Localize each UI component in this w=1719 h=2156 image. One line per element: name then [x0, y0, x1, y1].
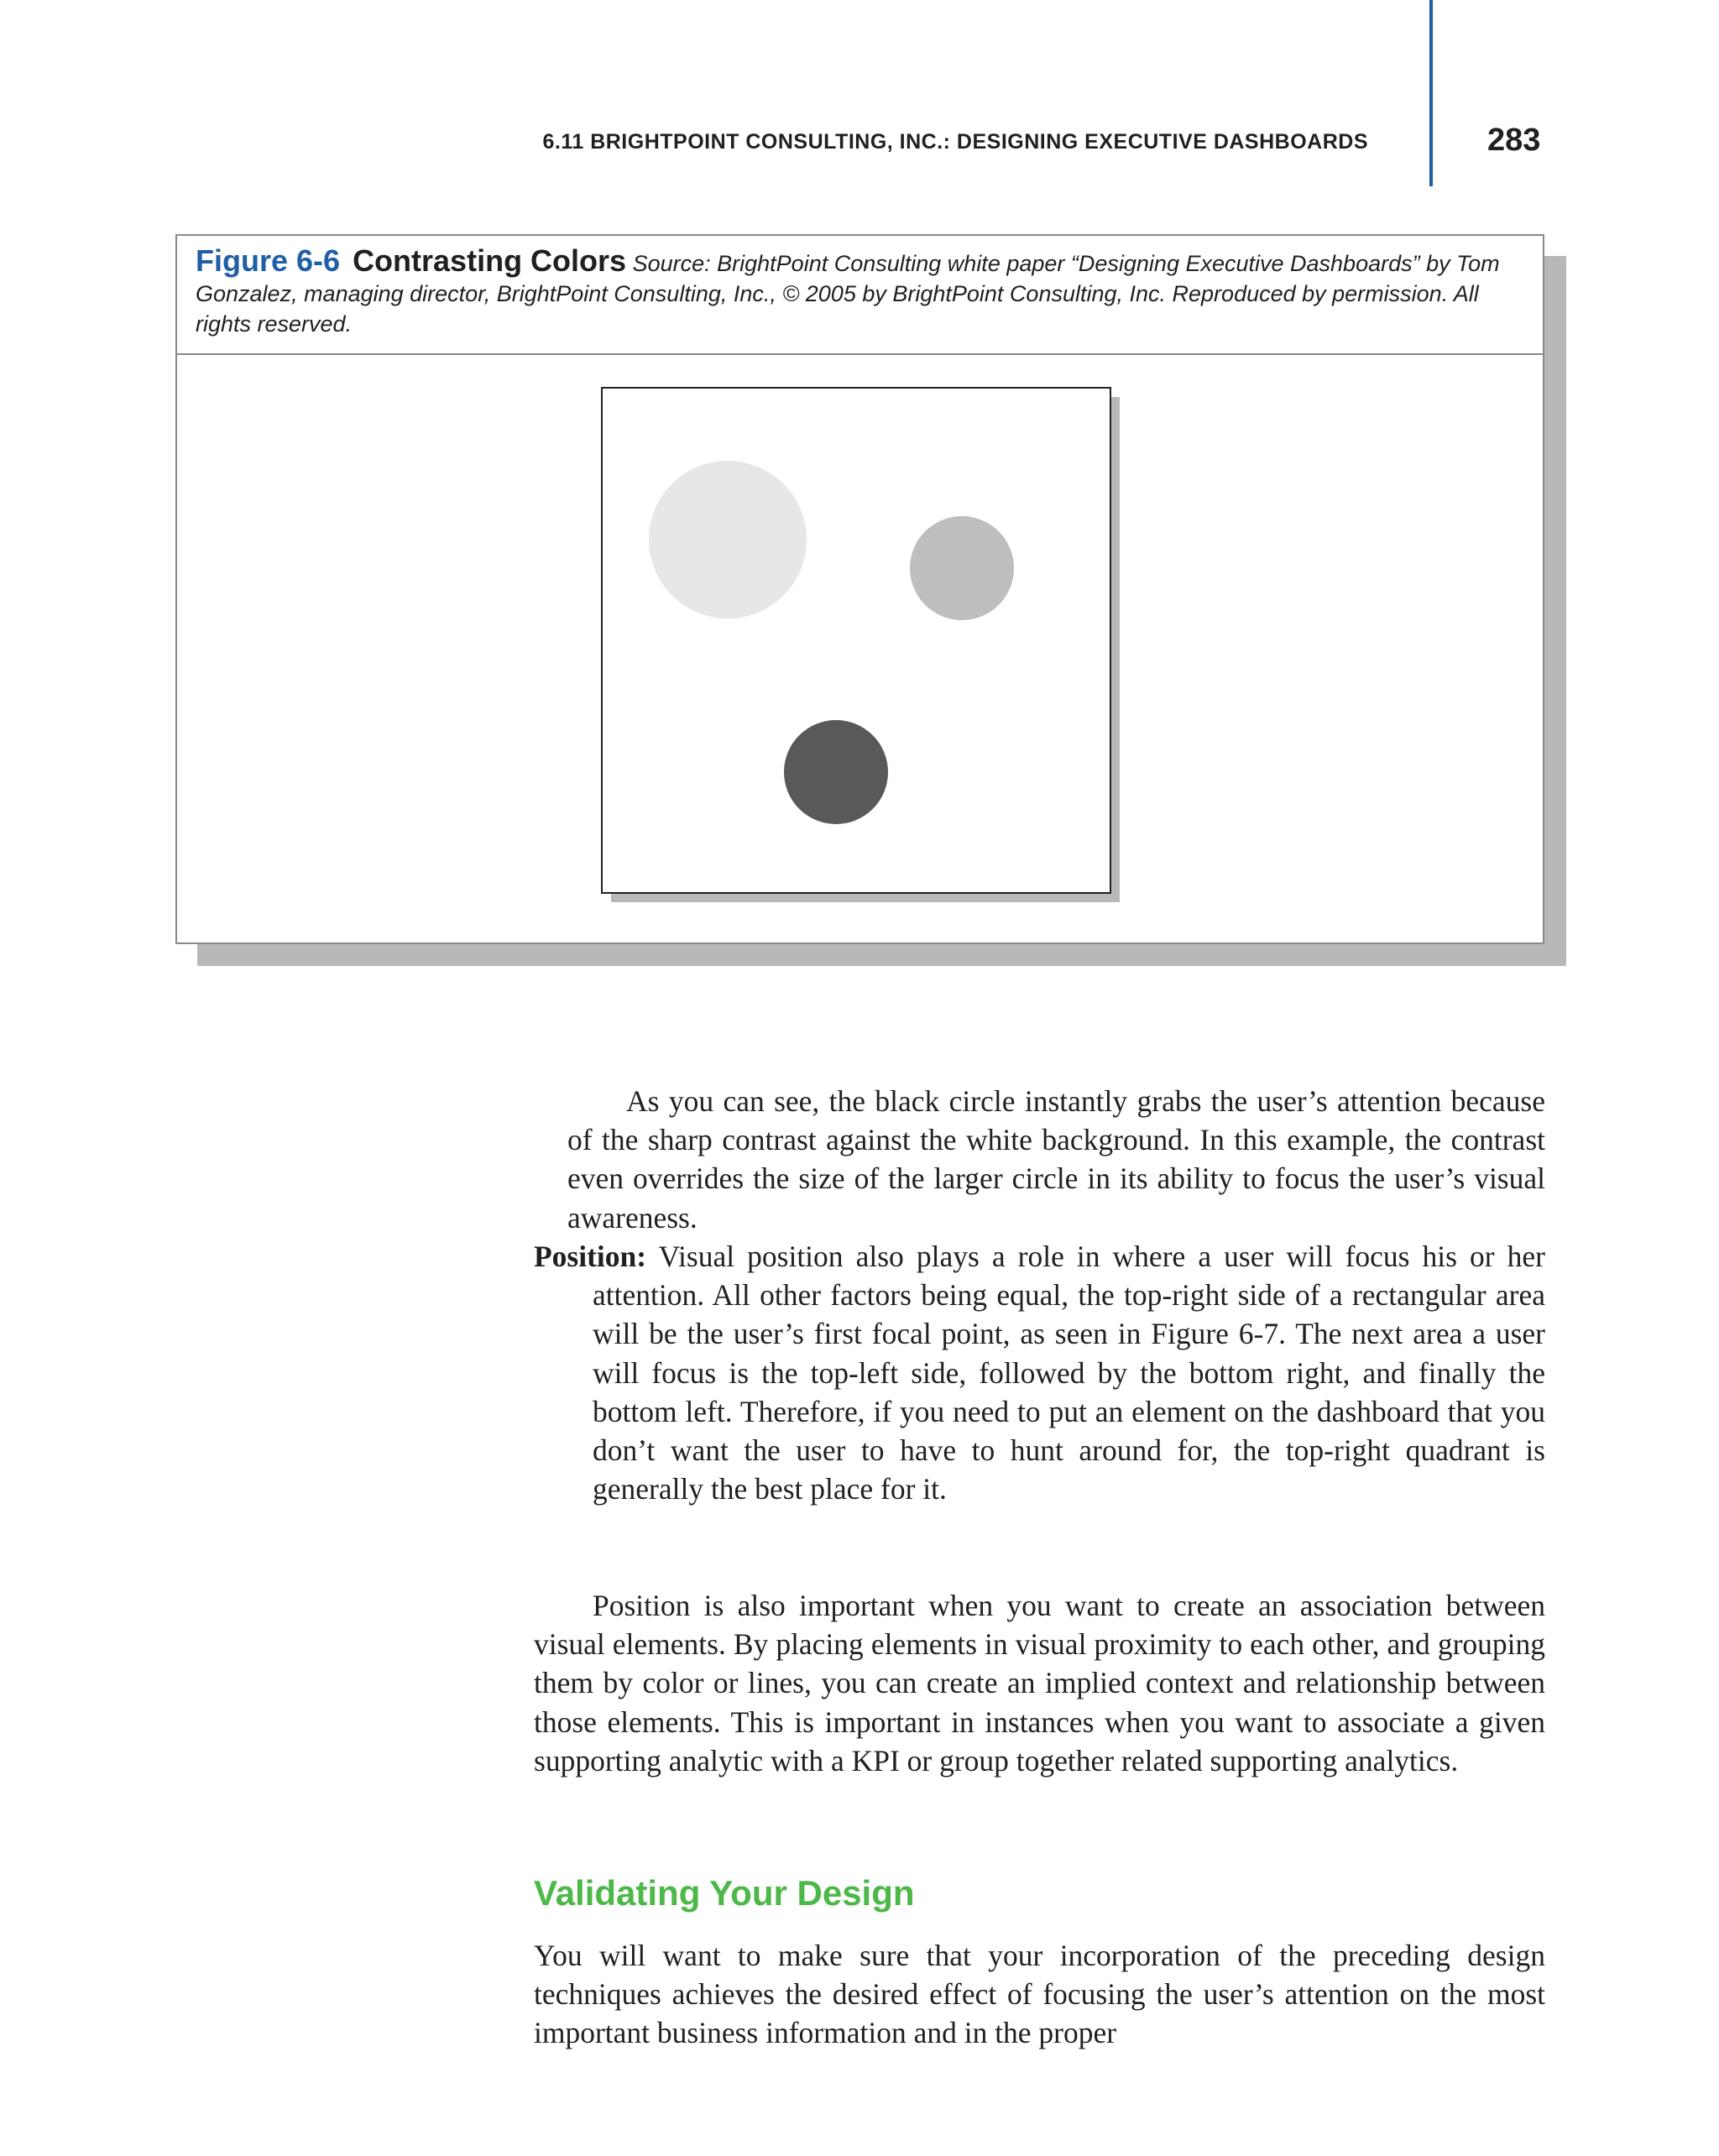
figure-label: Figure 6-6 [196, 243, 341, 278]
dark-gray-circle [784, 720, 888, 824]
paragraph-association: Position is also important when you want to create an association between visual elements. By placing elements in visual proximity to each other, and grouping them by color or lines, you can create an implied context and relationship between those elements. This is important in instances when you want to associate a given supporting analytic with a KPI or group together related supporting analytics. [534, 1589, 1545, 1778]
paragraph-validating: You will want to make sure that your incorporation of the preceding design techniques achieves the desired effect of focusing the user’s attention on the most important business information and in the proper [534, 1939, 1545, 2050]
running-head: 6.11 BRIGHTPOINT CONSULTING, INC.: DESIGNING EXECUTIVE DASHBOARDS [542, 130, 1368, 154]
paragraph-contrast: As you can see, the black circle instantly grabs the user’s attention because of the sharp contrast against the white background. In this example, the contrast even overrides the size of the larger circle in its ability to focus the user’s visual awareness. [567, 1084, 1545, 1235]
figure-box [175, 234, 1544, 944]
medium-gray-circle [910, 516, 1014, 620]
contrast-diagram [601, 387, 1121, 904]
position-term: Position: [534, 1240, 647, 1273]
page-number: 283 [1487, 123, 1541, 158]
header-rule [1429, 0, 1433, 186]
figure-title: Contrasting Colors [353, 243, 627, 278]
light-gray-circle [649, 461, 807, 619]
position-text: Visual position also plays a role in where a user will focus his or her attention. All other factors being equal, the top-right side of a rectangular area will be the user’s first focal point, as seen in Figure 6-7. The next area a user will focus is the top-left side, followed by the bottom right, and finally the bottom left. Therefore, if you need to put an element on the dashboard that you don’t want the user to have to hunt around for, the top-right quadrant is generally the best place for it. [593, 1240, 1545, 1506]
figure-divider [177, 353, 1543, 355]
section-heading: Validating Your Design [534, 1873, 915, 1913]
figure-caption [196, 243, 1522, 339]
figure-source: Source: BrightPoint Consulting white paper “Designing Executive Dashboards” by Tom Gonzalez, managing director, BrightPoint Consulting, Inc., © 2005 by BrightPoint Consulting, Inc. Reproduced by permission. All rights reserved. [196, 251, 1500, 337]
paragraph-position [534, 1237, 1545, 1508]
